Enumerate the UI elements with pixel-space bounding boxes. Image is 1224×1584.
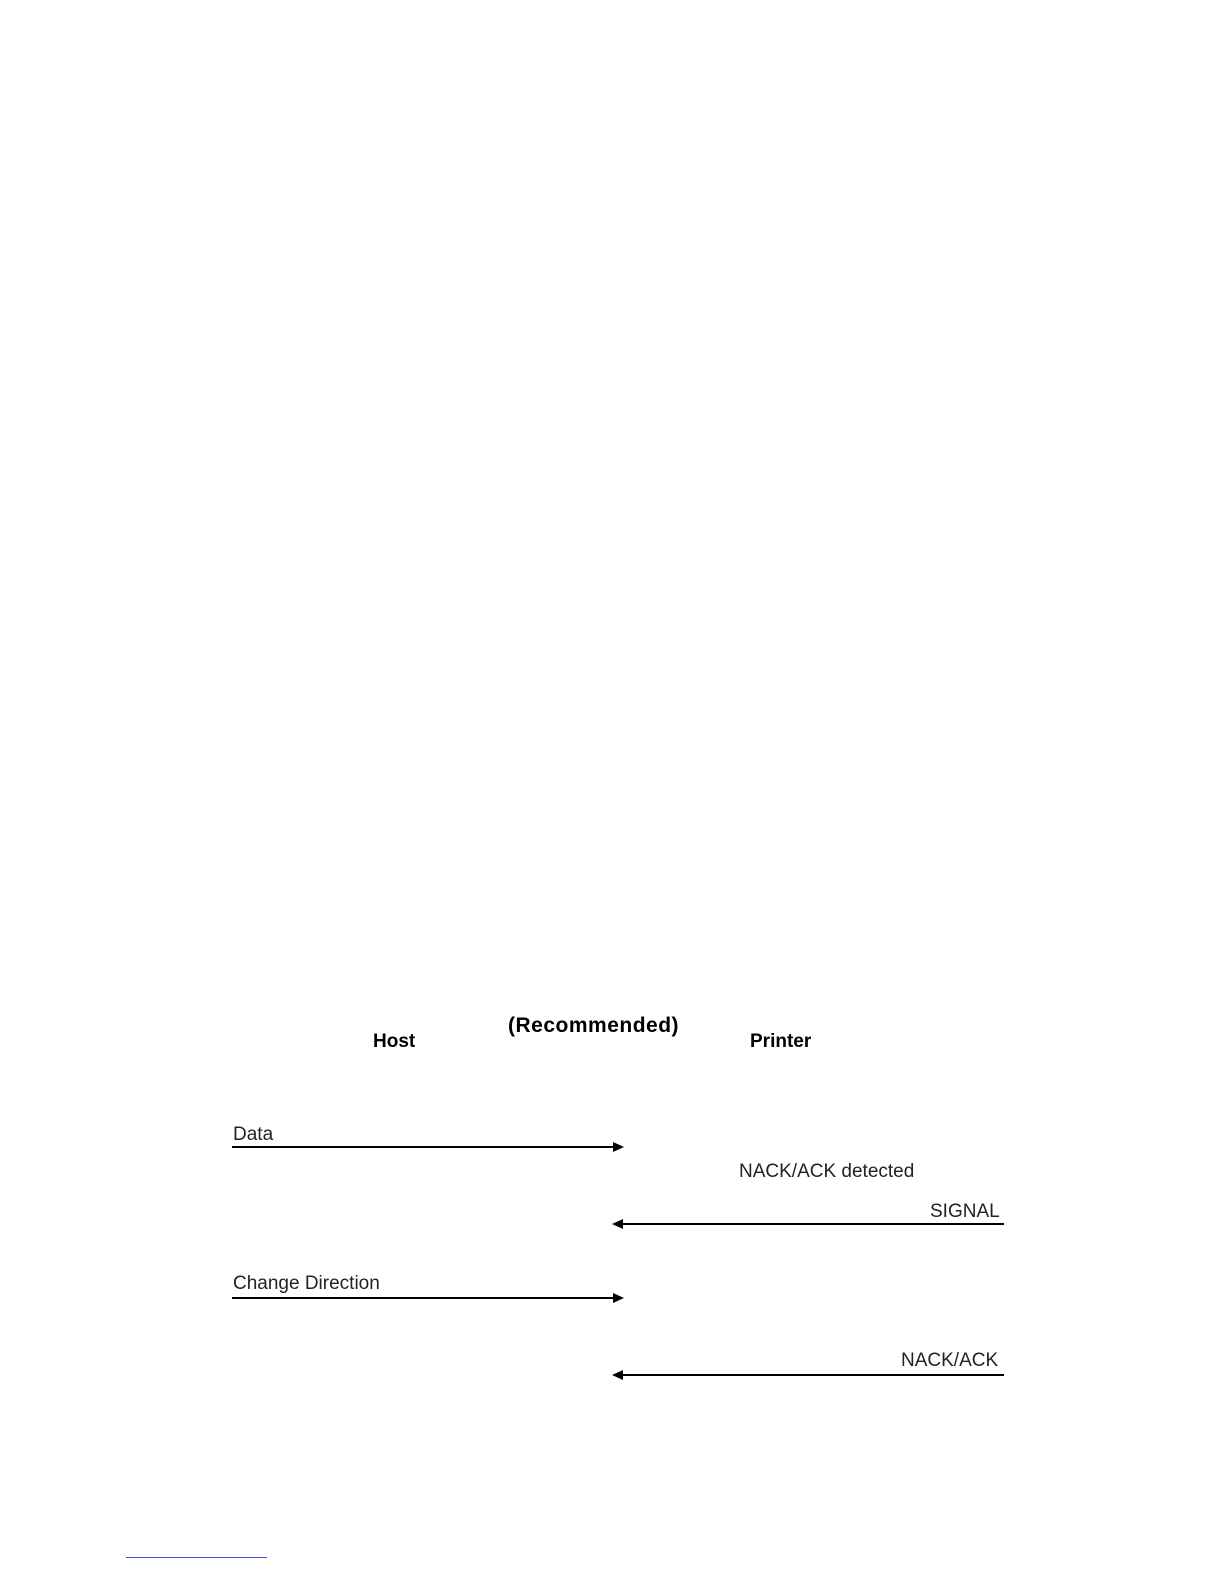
data-message-label: Data [233,1124,274,1145]
nack-ack-arrow [612,1370,1004,1380]
host-label: Host [373,1031,416,1052]
nack-ack-message-label: NACK/ACK [901,1350,999,1371]
diagram-title: (Recommended) [508,1014,680,1037]
nack-ack-detected-note: NACK/ACK detected [739,1161,915,1182]
signal-message-label: SIGNAL [930,1201,1000,1222]
change-direction-arrow [232,1293,624,1303]
signal-arrow [612,1219,1004,1229]
footnote-rule [126,1557,267,1558]
data-arrow [232,1142,624,1152]
change-direction-message-label: Change Direction [233,1273,380,1294]
printer-label: Printer [750,1031,812,1052]
